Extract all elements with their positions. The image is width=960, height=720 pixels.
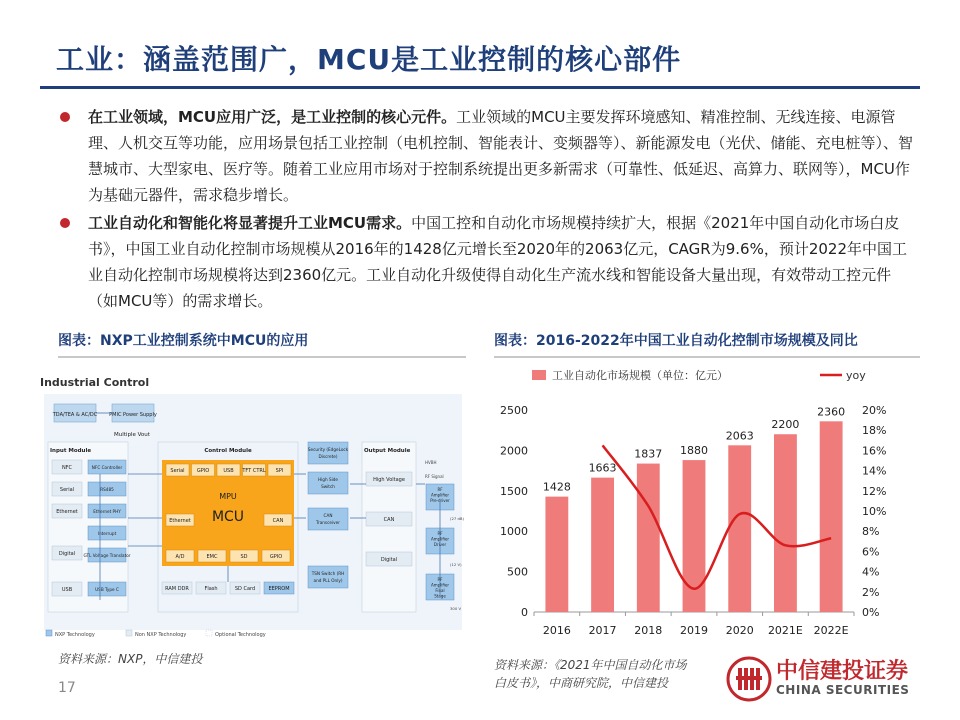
mcu-bottom-label: EMC xyxy=(206,554,218,560)
nxp-industrial-control-diagram xyxy=(40,368,466,640)
right-panel-title: 图表：2016-2022年中国工业自动化控制市场规模及同比 xyxy=(494,330,920,358)
x-tick-label: 2022E xyxy=(813,624,849,637)
left-panel-source: 资料来源：NXP，中信建投 xyxy=(58,652,203,666)
mcu-peripheral-label: Serial xyxy=(170,468,185,474)
right-chip-label-2: Switch xyxy=(321,484,335,489)
y-right-tick-label: 14% xyxy=(862,464,887,478)
diagram-heading: Industrial Control xyxy=(40,376,150,389)
chart-legend xyxy=(532,368,866,382)
bar xyxy=(637,464,660,612)
right-chip-label: CAN xyxy=(323,513,333,518)
input-chip-label: RS485 xyxy=(100,487,114,492)
input-item-label: Ethernet xyxy=(56,509,78,515)
output-module-label: Output Module xyxy=(364,448,411,454)
input-item-label: NFC xyxy=(61,465,73,471)
legend-bar-label: 工业自动化市场规模（单位：亿元） xyxy=(552,369,728,382)
right-chip-blocks xyxy=(308,442,349,588)
right-chip-label-2: Transceiver xyxy=(316,520,340,525)
logo-emblem-icon xyxy=(726,656,772,702)
y-right-tick-label: 18% xyxy=(862,424,887,438)
memory-label: SD Card xyxy=(234,586,256,592)
rf-amplifier-label: RF xyxy=(437,487,443,492)
right-chip-label: Security (EdgeLock xyxy=(307,447,349,452)
y-left-tick-label: 1000 xyxy=(500,525,528,539)
x-tick-label: 2021E xyxy=(767,624,803,637)
output-item-label: Digital xyxy=(380,557,398,563)
y-right-tick-label: 12% xyxy=(862,484,887,498)
rf-label-27db: (27 dB) xyxy=(450,516,465,521)
rf-amplifier-label: Stage xyxy=(434,593,446,599)
left-panel-title: 图表：NXP工业控制系统中MCU的应用 xyxy=(58,330,466,358)
mcu-peripheral-label: SPI xyxy=(275,468,284,474)
mcu-bottom-label: SD xyxy=(240,554,248,560)
rf-amplifier-label: Pre-driver xyxy=(430,498,450,503)
page-number: 17 xyxy=(58,680,76,696)
title-rule xyxy=(40,86,920,89)
control-module-label: Control Module xyxy=(204,448,252,454)
right-chip-box xyxy=(308,508,348,530)
legend-swatch xyxy=(126,630,132,636)
bar xyxy=(728,445,751,612)
diagram-legend xyxy=(46,630,266,638)
bar-data-label: 1428 xyxy=(542,480,571,494)
input-chip-label: USB Type C xyxy=(95,587,119,592)
input-item-label: USB xyxy=(61,587,73,593)
rf-amplifier-label: Amplifier xyxy=(430,582,450,588)
multiple-vout-label: Multiple Vout xyxy=(114,432,150,438)
page-title: 工业：涵盖范围广，MCU是工业控制的核心部件 xyxy=(56,43,682,76)
bar-data-label: 2063 xyxy=(725,429,754,443)
right-chip-label-2: and PLL Only) xyxy=(313,578,343,583)
x-tick-label: 2016 xyxy=(542,624,571,637)
bullet-dot-icon xyxy=(60,218,70,228)
right-panel-source-1: 资料来源：《2021年中国自动化市场 xyxy=(494,658,687,672)
y-right-tick-label: 6% xyxy=(862,545,880,559)
output-items xyxy=(366,472,412,566)
mcu-side-label: CAN xyxy=(272,518,284,524)
input-chip-label: NFC Controller xyxy=(91,465,123,470)
logo-text-en: CHINA SECURITIES xyxy=(776,683,910,697)
right-panel-source-2: 白皮书》，中商研究院，中信建投 xyxy=(494,676,669,690)
rf-amplifier-label: RF xyxy=(437,531,443,536)
bar xyxy=(774,434,797,612)
rf-amplifier-label: Final xyxy=(435,588,445,593)
input-chip-label: GTL Voltage Translator xyxy=(83,553,131,558)
rf-amplifier-label: RF xyxy=(437,577,443,582)
china-securities-logo xyxy=(726,654,926,704)
bar xyxy=(545,497,568,612)
legend-label: NXP Technology xyxy=(55,632,95,638)
x-tick-label: 2018 xyxy=(634,624,663,637)
input-chip-label: Ethernet PHY xyxy=(93,509,121,514)
mcu-top-blocks xyxy=(166,464,291,476)
y-left-tick-label: 0 xyxy=(521,606,528,619)
bar xyxy=(820,421,843,612)
y-right-tick-label: 4% xyxy=(862,565,880,579)
rf-label-300v: 300 V xyxy=(450,606,462,611)
mpu-label: MPU xyxy=(219,492,237,501)
top-box-acdc: TDA/TEA & AC/DC xyxy=(52,412,98,418)
top-box-pmic: PMIC Power Supply xyxy=(109,412,157,418)
legend-line-label: yoy xyxy=(846,369,866,382)
bar xyxy=(591,478,614,612)
bullet-item-1 xyxy=(60,104,920,208)
output-item-label: High Voltage xyxy=(373,477,405,483)
mcu-bottom-label: GPIO xyxy=(269,554,283,560)
rf-label-signal: RF Signal xyxy=(425,474,444,479)
y-left-tick-label: 2500 xyxy=(500,404,528,417)
market-size-chart xyxy=(490,360,910,650)
memory-label: EEPROM xyxy=(268,586,290,592)
x-tick-label: 2020 xyxy=(725,624,754,637)
logo-text-cn: 中信建投证券 xyxy=(776,659,909,684)
bar-data-label: 2200 xyxy=(771,418,800,432)
y-right-tick-label: 8% xyxy=(862,525,880,539)
x-tick-label: 2019 xyxy=(680,624,708,637)
legend-bar-swatch xyxy=(532,370,546,380)
output-item-label: CAN xyxy=(383,517,395,523)
bar-data-label: 1663 xyxy=(588,461,617,475)
input-item-label: Digital xyxy=(58,551,76,557)
legend-swatch xyxy=(46,630,52,636)
right-chip-box xyxy=(308,442,348,464)
mcu-label: MCU xyxy=(211,509,245,525)
bullet-item-2 xyxy=(60,210,920,314)
right-chip-label: High Side xyxy=(317,477,339,482)
bullet-body: 工业领域的MCU主要发挥环境感知、精准控制、无线连接、电源管理、人机交互等功能，应用场景包括工业控制（电机控制、智能表计、变频器等）、新能源发电（光伏、储能、充电桩等）、智慧城市、大型家电、医疗等。随着工业应用市场对于控制系统提出更多新需求（可靠性、低延迟、高算力、联网等），MCU作为基础元器件，需求稳步增长。 xyxy=(88,108,914,204)
right-chip-box xyxy=(308,566,348,588)
x-tick-label: 2017 xyxy=(588,624,617,637)
legend-swatch xyxy=(206,630,212,636)
bar-data-label: 2360 xyxy=(817,405,846,419)
y-right-tick-label: 20% xyxy=(862,404,887,417)
y-right-tick-label: 10% xyxy=(862,505,887,518)
hv-label: HVBH xyxy=(425,460,437,465)
y-left-tick-label: 500 xyxy=(507,565,528,579)
y-right-tick-label: 0% xyxy=(862,606,880,619)
memory-label: RAM DDR xyxy=(165,586,189,592)
rf-label-12v: (12 V) xyxy=(450,562,462,567)
input-item-label: Serial xyxy=(59,487,75,493)
bullet-lead: 工业自动化和智能化将显著提升工业MCU需求。 xyxy=(88,214,412,232)
mcu-peripheral-label: USB xyxy=(223,468,234,474)
mcu-peripheral-label: GPIO xyxy=(196,468,210,474)
legend-label: Optional Technology xyxy=(215,632,266,638)
rf-amplifier-label: Amplifier xyxy=(430,536,450,542)
y-right-tick-label: 16% xyxy=(862,444,887,458)
bar-data-label: 1837 xyxy=(634,447,663,461)
bullet-lead: 在工业领域，MCU应用广泛，是工业控制的核心元件。 xyxy=(88,108,457,126)
y-left-tick-label: 1500 xyxy=(500,484,528,498)
right-chip-box xyxy=(308,472,348,494)
input-chip-label: Interrupt xyxy=(97,531,117,536)
legend-label: Non NXP Technology xyxy=(135,632,187,638)
bar-data-label: 1880 xyxy=(680,444,708,458)
bullet-list xyxy=(60,104,920,316)
mcu-bottom-label: A/D xyxy=(175,554,185,560)
bullet-dot-icon xyxy=(60,112,70,122)
mcu-side-label: Ethernet xyxy=(169,518,191,524)
rf-amplifier-label: Amplifier xyxy=(430,492,450,498)
input-module-label: Input Module xyxy=(50,448,92,454)
right-chip-label-2: Discrete) xyxy=(318,454,338,459)
mcu-peripheral-label: TFT CTRL xyxy=(242,468,266,474)
bullet-body: 中国工控和自动化市场规模持续扩大，根据《2021年中国自动化市场白皮书》，中国工业自动化控制市场规模从2016年的1428亿元增长至2020年的2063亿元，CAGR为9.6%，预计2022年中国工业自动化控制市场规模将达到2360亿元。工业自动化升级使得自动化生产流水线和智能设备大量出现，有效带动工控元件（如MCU等）的需求增长。 xyxy=(88,214,907,310)
y-left-tick-label: 2000 xyxy=(500,444,528,458)
memory-label: Flash xyxy=(204,586,218,592)
rf-amplifier-label: Driver xyxy=(433,542,447,547)
y-right-tick-label: 2% xyxy=(862,585,880,599)
right-chip-label: TSN Switch (RH xyxy=(311,571,345,576)
